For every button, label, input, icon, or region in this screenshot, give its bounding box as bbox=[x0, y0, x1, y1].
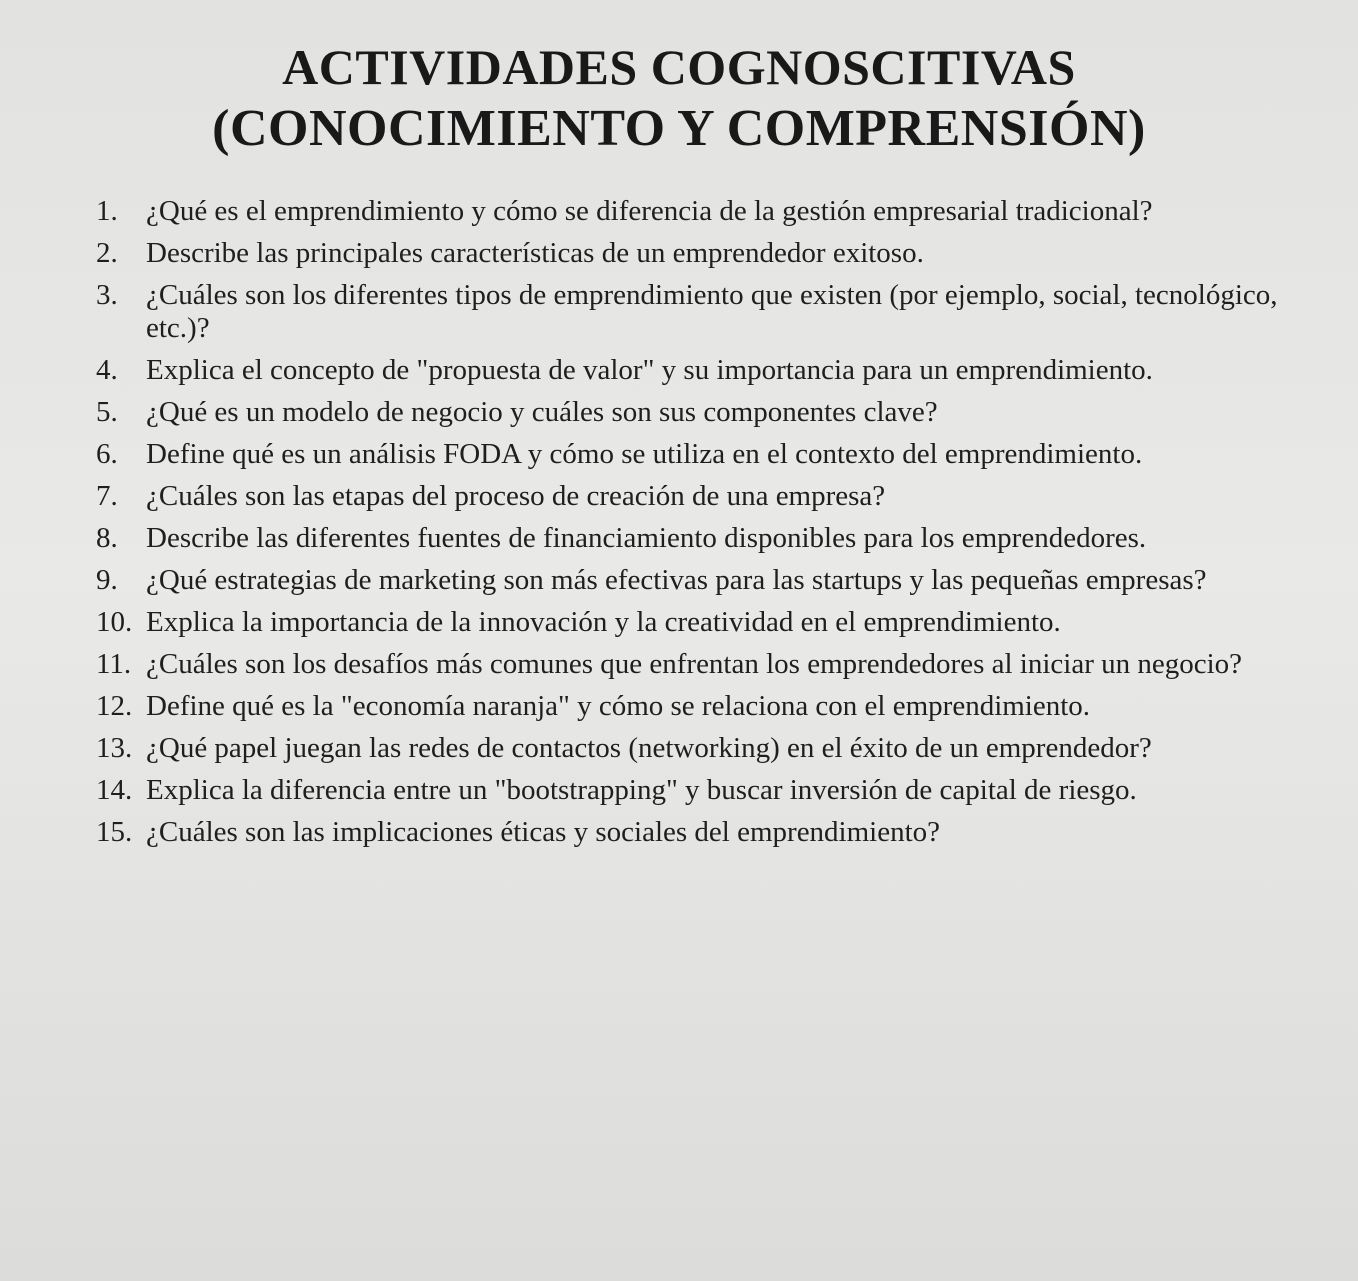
question-item bbox=[96, 522, 1336, 555]
title-line-1: ACTIVIDADES COGNOSCITIVAS bbox=[282, 39, 1076, 95]
question-item bbox=[96, 732, 1336, 765]
question-text: ¿Qué papel juegan las redes de contactos (networking) en el éxito de un emprendedor? bbox=[146, 732, 1152, 764]
question-text: ¿Qué estrategias de marketing son más efectivas para las startups y las pequeñas empresas? bbox=[146, 564, 1207, 596]
question-item bbox=[96, 606, 1336, 639]
question-text: ¿Cuáles son las implicaciones éticas y sociales del emprendimiento? bbox=[146, 816, 941, 848]
question-item bbox=[96, 480, 1336, 513]
question-item bbox=[96, 564, 1336, 597]
document-title bbox=[0, 38, 1358, 158]
question-text: Explica la importancia de la innovación y la creatividad en el emprendimiento. bbox=[146, 606, 1061, 638]
question-item bbox=[96, 774, 1336, 807]
question-number: 8. bbox=[96, 522, 118, 554]
question-item bbox=[96, 648, 1336, 681]
question-text: Explica la diferencia entre un "bootstrapping" y buscar inversión de capital de riesgo. bbox=[146, 774, 1137, 806]
question-text: Define qué es un análisis FODA y cómo se utiliza en el contexto del emprendimiento. bbox=[146, 438, 1143, 470]
question-item bbox=[96, 195, 1336, 228]
question-number: 2. bbox=[96, 237, 118, 269]
question-list bbox=[96, 195, 1336, 858]
question-number: 9. bbox=[96, 564, 118, 596]
question-text: ¿Cuáles son los desafíos más comunes que enfrentan los emprendedores al iniciar un negocio? bbox=[146, 648, 1243, 680]
question-text: ¿Cuáles son los diferentes tipos de emprendimiento que existen (por ejemplo, social, tecnológico, etc.)? bbox=[146, 279, 1278, 344]
question-number: 5. bbox=[96, 396, 118, 428]
question-item bbox=[96, 354, 1336, 387]
question-item bbox=[96, 279, 1336, 345]
question-item bbox=[96, 438, 1336, 471]
question-number: 6. bbox=[96, 438, 118, 470]
question-number: 10. bbox=[96, 606, 133, 638]
question-text: Describe las principales características de un emprendedor exitoso. bbox=[146, 237, 924, 269]
question-item bbox=[96, 816, 1336, 849]
question-number: 14. bbox=[96, 774, 133, 806]
question-number: 4. bbox=[96, 354, 118, 386]
question-number: 15. bbox=[96, 816, 133, 848]
question-number: 12. bbox=[96, 690, 133, 722]
question-text: Define qué es la "economía naranja" y cómo se relaciona con el emprendimiento. bbox=[146, 690, 1091, 722]
question-text: Describe las diferentes fuentes de financiamiento disponibles para los emprendedores. bbox=[146, 522, 1147, 554]
question-text: Explica el concepto de "propuesta de valor" y su importancia para un emprendimiento. bbox=[146, 354, 1153, 386]
question-text: ¿Qué es un modelo de negocio y cuáles son sus componentes clave? bbox=[146, 396, 938, 428]
question-number: 1. bbox=[96, 195, 118, 227]
question-number: 3. bbox=[96, 279, 118, 311]
question-number: 7. bbox=[96, 480, 118, 512]
question-text: ¿Qué es el emprendimiento y cómo se diferencia de la gestión empresarial tradicional? bbox=[146, 195, 1153, 227]
question-item bbox=[96, 237, 1336, 270]
title-line-2: (CONOCIMIENTO Y COMPRENSIÓN) bbox=[212, 100, 1146, 157]
question-item bbox=[96, 396, 1336, 429]
question-number: 13. bbox=[96, 732, 133, 764]
question-item bbox=[96, 690, 1336, 723]
question-number: 11. bbox=[96, 648, 132, 680]
question-text: ¿Cuáles son las etapas del proceso de creación de una empresa? bbox=[146, 480, 886, 512]
